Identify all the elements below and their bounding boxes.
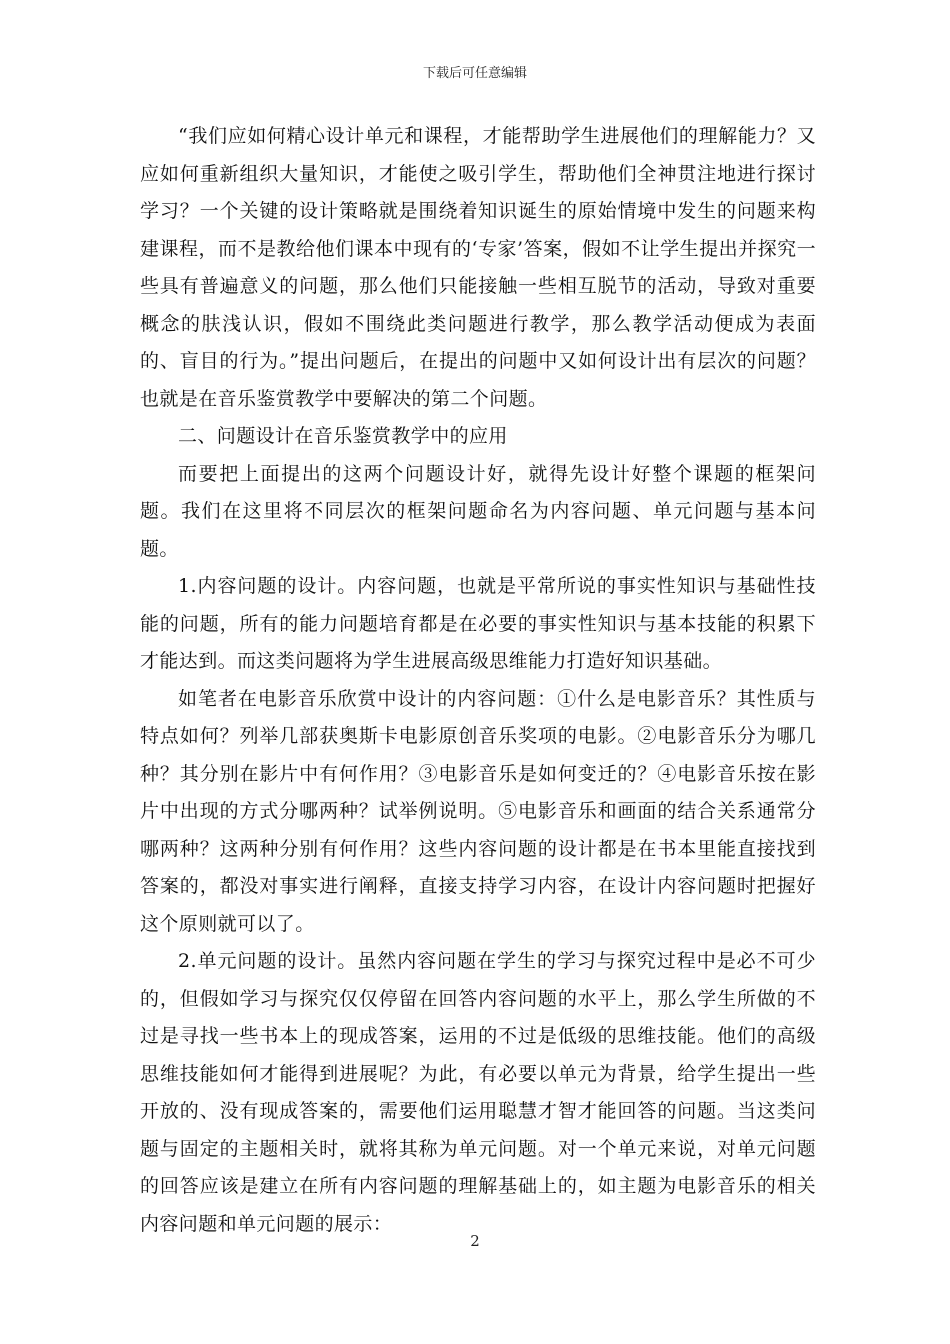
paragraph-content-question: 1.内容问题的设计。内容问题，也就是平常所说的事实性知识与基础性技能的问题，所有的能力问题培育都是在必要的事实性知识与基本技能的积累下才能达到。而这类问题将为学生进展高级思维能力打造好知识基础。 (140, 575, 816, 672)
page-number: 2 (470, 1232, 480, 1250)
paragraph-framework: 而要把上面提出的这两个问题设计好，就得先设计好整个课题的框架问题。我们在这里将不同层次的框架问题命名为内容问题、单元问题与基本问题。 (140, 462, 816, 560)
paragraph-quote: “我们应如何精心设计单元和课程，才能帮助学生进展他们的理解能力？又应如何重新组织大量知识，才能使之吸引学生，帮助他们全神贯注地进行探讨学习？一个关键的设计策略就是围绕着知识诞生的原始情境中发生的问题来构建课程，而不是教给他们课本中现有的‘专家’答案，假如不让学生提出并探究一些具有普遍意义的问题，那么他们只能接触一些相互脱节的活动，导致对重要概念的肤浅认识，假如不围绕此类问题进行教学，那么教学活动便成为表面的、盲目的行为。”提出问题后，在提出的问题中又如何设计出有层次的问题？也就是在音乐鉴赏教学中要解决的第二个问题。 (140, 125, 816, 410)
page-header: 下载后可任意编辑 (422, 66, 527, 81)
paragraph-unit-question: 2.单元问题的设计。虽然内容问题在学生的学习与探究过程中是必不可少的，但假如学习与探究仅仅停留在回答内容问题的水平上，那么学生所做的不过是寻找一些书本上的现成答案，运用的不过是低级的思维技能。他们的高级思维技能如何才能得到进展呢？为此，有必要以单元为背景，给学生提出一些开放的、没有现成答案的，需要他们运用聪慧才智才能回答的问题。当这类问题与固定的主题相关时，就将其称为单元问题。对一个单元来说，对单元问题的回答应该是建立在所有内容问题的理解基础上的，如主题为电影音乐的相关内容问题和单元问题的展示： (140, 950, 816, 1235)
section-heading: 二、问题设计在音乐鉴赏教学中的应用 (178, 425, 508, 447)
body-text (140, 118, 816, 1243)
paragraph-example: 如笔者在电影音乐欣赏中设计的内容问题：①什么是电影音乐？其性质与特点如何？列举几部获奥斯卡电影原创音乐奖项的电影。②电影音乐分为哪几种？其分别在影片中有何作用？③电影音乐是如何变迁的？④电影音乐按在影片中出现的方式分哪两种？试举例说明。⑤电影音乐和画面的结合关系通常分哪两种？这两种分别有何作用？这些内容问题的设计都是在书本里能直接找到答案的，都没对事实进行阐释，直接支持学习内容，在设计内容问题时把握好这个原则就可以了。 (140, 687, 816, 935)
